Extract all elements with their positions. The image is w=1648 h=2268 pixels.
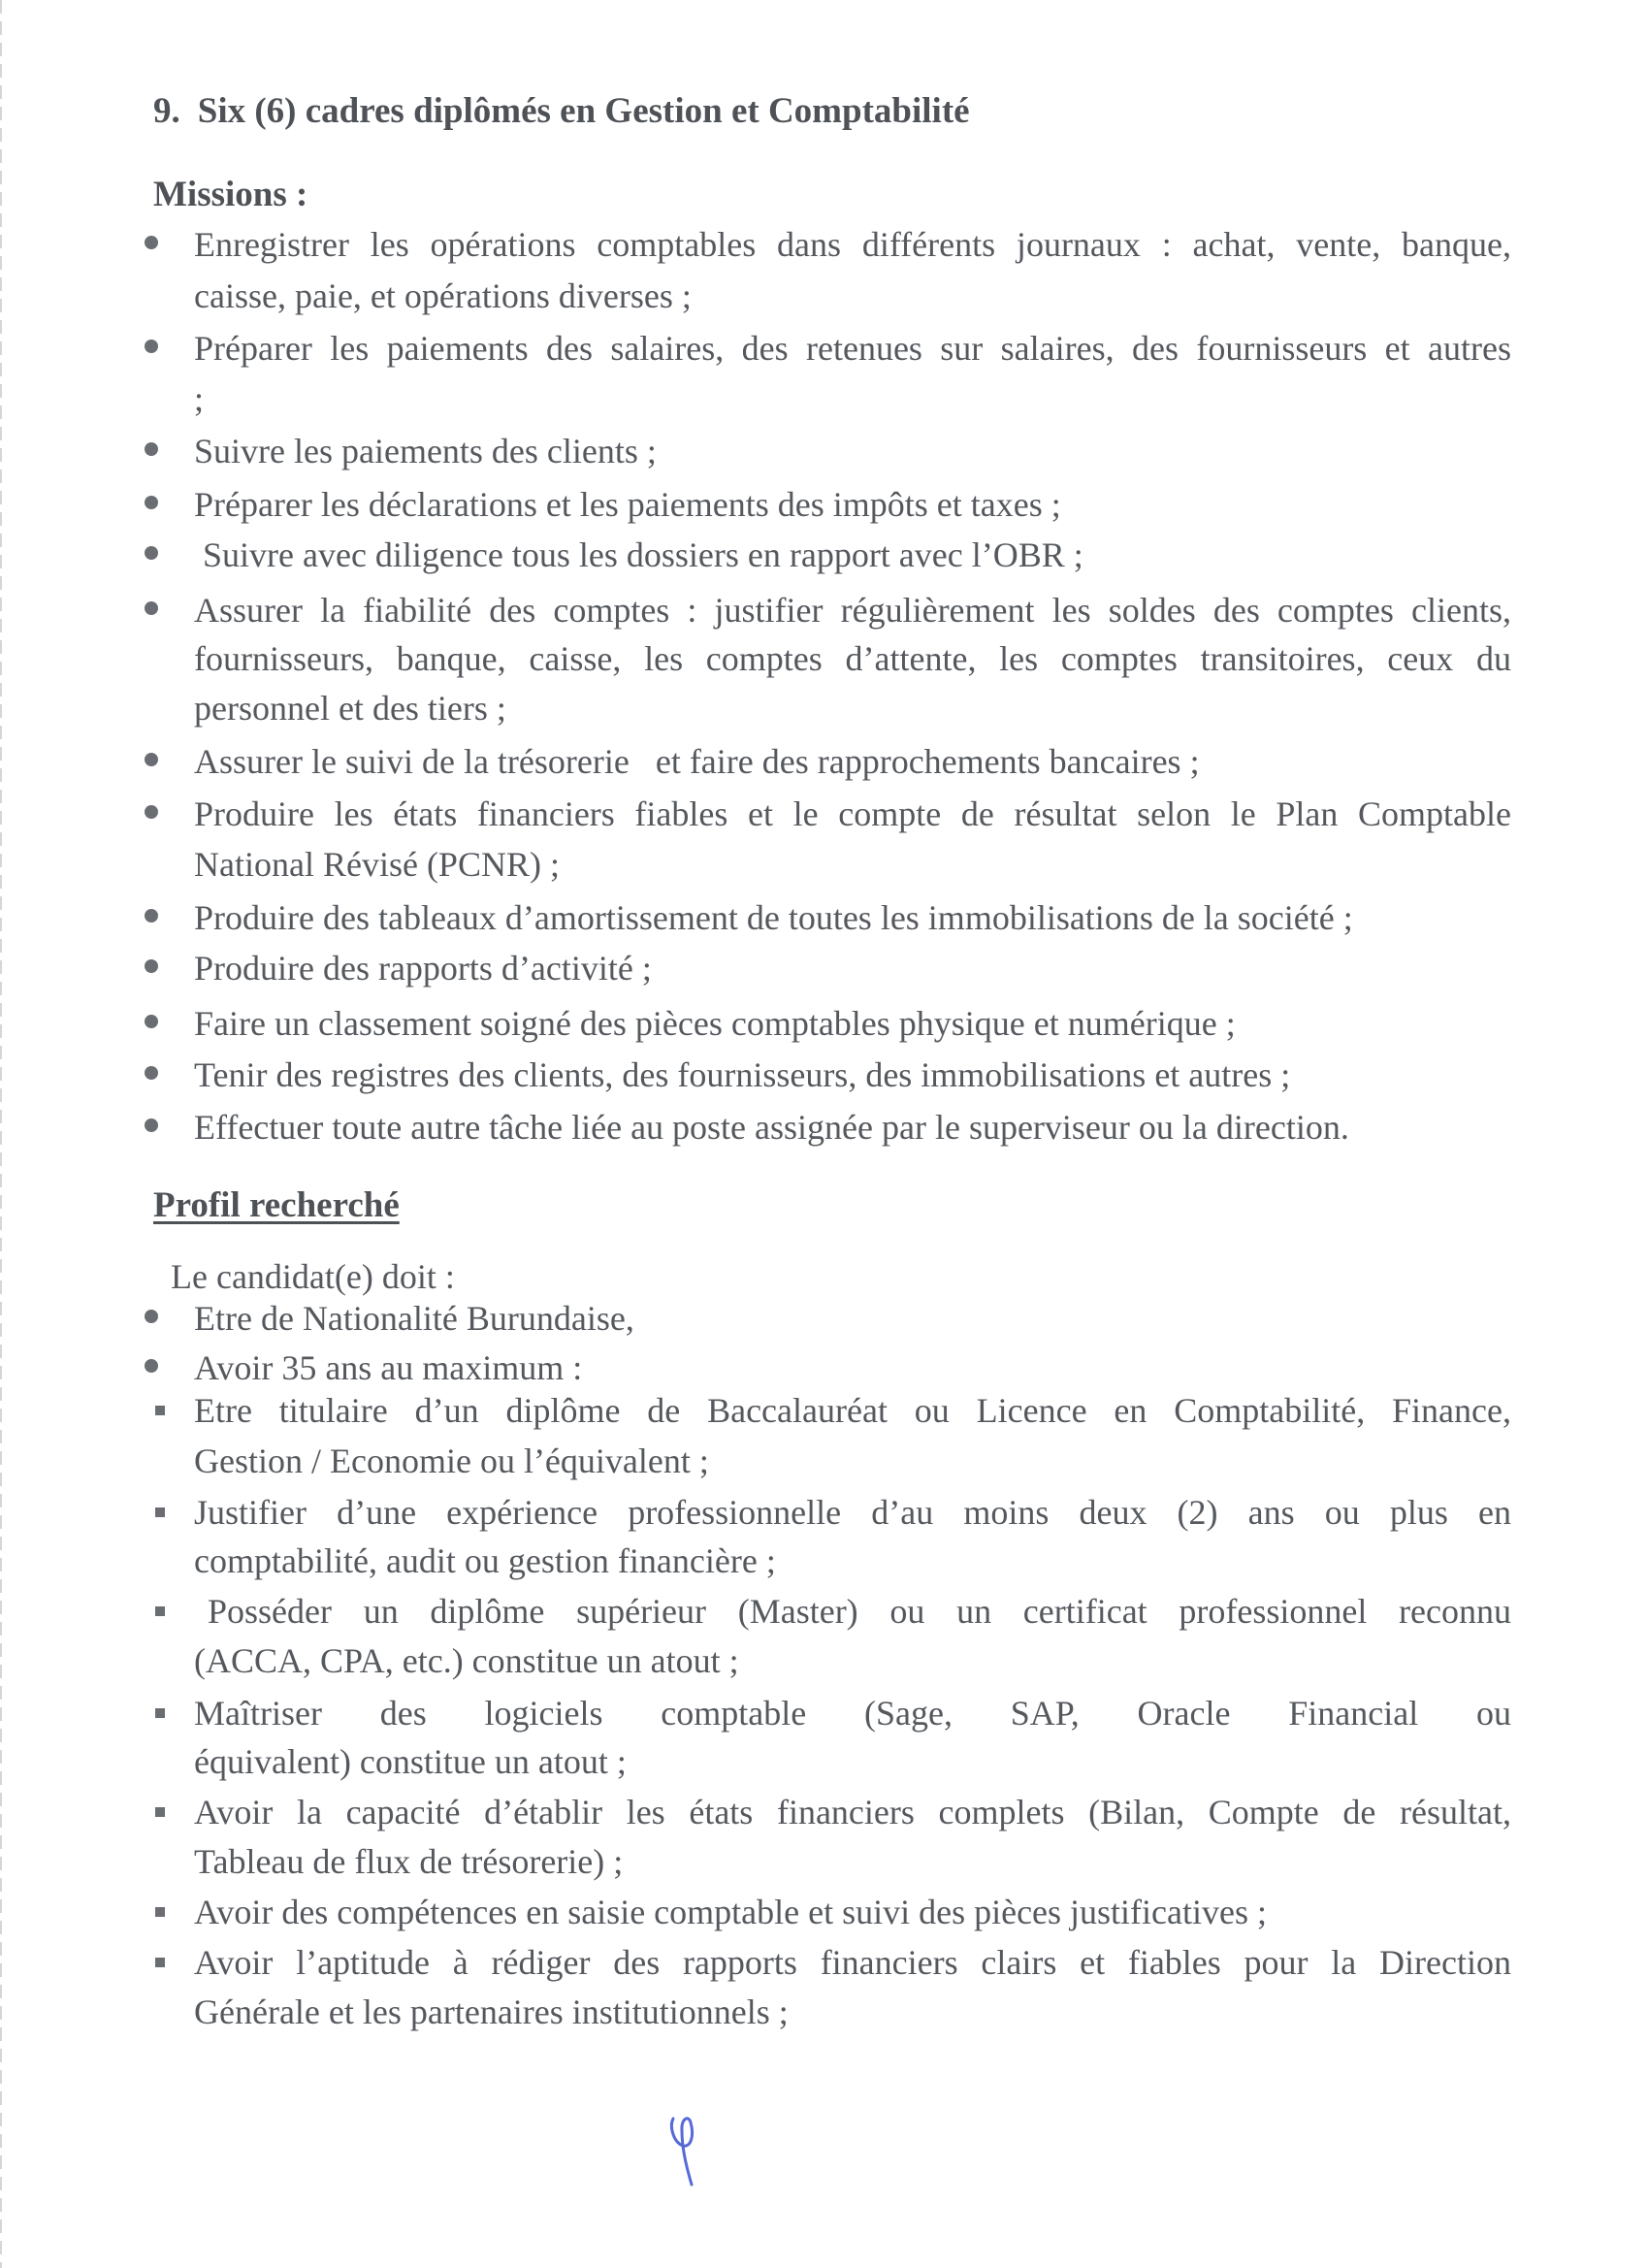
bullet-square-icon [155, 1606, 165, 1616]
bullet-dot-icon [145, 442, 158, 456]
list-item-line: Préparer les paiements des salaires, des retenues sur salaires, des fournisseurs et autres [194, 329, 1511, 368]
bullet-dot-icon [145, 1359, 158, 1373]
list-item-line: personnel et des tiers ; [194, 689, 506, 728]
list-item-line: Suivre les paiements des clients ; [194, 432, 657, 470]
list-item-line: Enregistrer les opérations comptables dans différents journaux : achat, vente, banque, [194, 225, 1511, 264]
scan-edge [0, 0, 2, 2268]
list-item-line: Effectuer toute autre tâche liée au poste assignée par le superviseur ou la direction. [194, 1108, 1349, 1147]
list-item-line: (ACCA, CPA, etc.) constitue un atout ; [194, 1641, 739, 1680]
bullet-dot-icon [145, 236, 158, 249]
missions-heading: Missions : [153, 175, 308, 214]
bullet-dot-icon [145, 340, 158, 353]
section-number: 9. [153, 91, 180, 131]
list-item-line: ; [194, 379, 205, 418]
bullet-dot-icon [145, 1015, 158, 1028]
list-item-line: Maîtriser des logiciels comptable (Sage, SAP, Oracle Financial ou [194, 1694, 1511, 1733]
list-item-line: Avoir 35 ans au maximum : [194, 1348, 583, 1387]
bullet-dot-icon [145, 1310, 158, 1323]
bullet-dot-icon [145, 601, 158, 615]
bullet-dot-icon [145, 496, 158, 509]
profile-heading-text: Profil recherché [153, 1185, 400, 1225]
list-item-line: comptabilité, audit ou gestion financière ; [194, 1541, 776, 1580]
list-item-line: Suivre avec diligence tous les dossiers en rapport avec l’OBR ; [194, 535, 1083, 574]
list-item-line: Posséder un diplôme supérieur (Master) ou un certificat professionnel reconnu [208, 1592, 1511, 1631]
list-item-line: Tenir des registres des clients, des fournisseurs, des immobilisations et autres ; [194, 1055, 1291, 1094]
list-item-line: Justifier d’une expérience professionnelle d’au moins deux (2) ans ou plus en [194, 1493, 1511, 1532]
list-item-line: Produire des rapports d’activité ; [194, 949, 652, 988]
list-item-line: caisse, paie, et opérations diverses ; [194, 276, 692, 315]
bullet-square-icon [155, 1907, 165, 1917]
bullet-dot-icon [145, 959, 158, 973]
bullet-dot-icon [145, 805, 158, 819]
bullet-dot-icon [145, 546, 158, 560]
bullet-dot-icon [145, 1066, 158, 1080]
list-item-line: National Révisé (PCNR) ; [194, 845, 560, 884]
list-item-line: Faire un classement soigné des pièces comptables physique et numérique ; [194, 1004, 1236, 1043]
section-title-text: Six (6) cadres diplômés en Gestion et Comptabilité [197, 91, 970, 131]
list-item-line: Gestion / Economie ou l’équivalent ; [194, 1442, 709, 1480]
list-item-line: Avoir la capacité d’établir les états financiers complets (Bilan, Compte de résultat, [194, 1793, 1511, 1831]
list-item-line: Avoir des compétences en saisie comptable et suivi des pièces justificatives ; [194, 1893, 1267, 1931]
list-item-line: Tableau de flux de trésorerie) ; [194, 1842, 624, 1881]
bullet-square-icon [155, 1708, 165, 1718]
profile-intro: Le candidat(e) doit : [171, 1257, 455, 1296]
bullet-square-icon [155, 1807, 165, 1817]
bullet-dot-icon [145, 753, 158, 766]
bullet-dot-icon [145, 1118, 158, 1132]
bullet-square-icon [155, 1406, 165, 1415]
list-item-line: équivalent) constitue un atout ; [194, 1742, 627, 1781]
list-item-line: Produire les états financiers fiables et le compte de résultat selon le Plan Comptable [194, 794, 1511, 833]
list-item-line: Préparer les déclarations et les paiements des impôts et taxes ; [194, 485, 1061, 524]
bullet-square-icon [155, 1958, 165, 1967]
list-item-line: Assurer le suivi de la trésorerie et faire des rapprochements bancaires ; [194, 742, 1200, 781]
list-item-line: Produire des tableaux d’amortissement de toutes les immobilisations de la société ; [194, 898, 1353, 937]
profile-heading [153, 1183, 400, 1228]
list-item-line: Assurer la fiabilité des comptes : justifier régulièrement les soldes des comptes clients, [194, 591, 1511, 630]
list-item-line: Etre de Nationalité Burundaise, [194, 1299, 634, 1338]
handwritten-initial-icon [665, 2113, 704, 2190]
list-item-line: Etre titulaire d’un diplôme de Baccalauréat ou Licence en Comptabilité, Finance, [194, 1391, 1511, 1430]
list-item-line: Avoir l’aptitude à rédiger des rapports financiers clairs et fiables pour la Direction [194, 1943, 1511, 1982]
list-item-line: Générale et les partenaires institutionnels ; [194, 1993, 789, 2031]
bullet-dot-icon [145, 909, 158, 923]
bullet-square-icon [155, 1507, 165, 1517]
section-title [153, 89, 970, 134]
list-item-line: fournisseurs, banque, caisse, les comptes d’attente, les comptes transitoires, ceux du [194, 639, 1511, 678]
